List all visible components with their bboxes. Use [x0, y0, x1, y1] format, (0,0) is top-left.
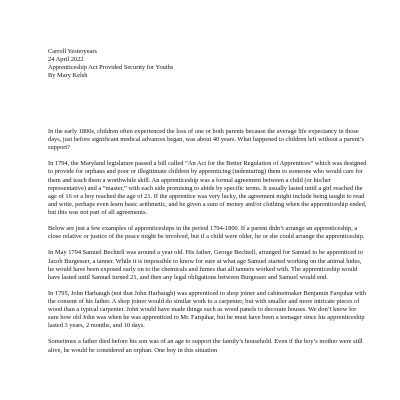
article-header	[48, 48, 368, 80]
article-byline: By Mary Kelsh	[48, 72, 88, 80]
paragraph-examples-intro: Below are just a few examples of apprenticeships in the period 1794-1800. If a parent didn’t arrange an apprenticeship, a close relative or justice of the peace might be involved, but if a child were older, he or she could arrange the apprenticeship.	[48, 225, 365, 241]
publication-name: Carroll Yesteryears	[48, 48, 97, 55]
paragraph-orphan: Sometimes a father died before his son was of an age to support the family’s household. Even if the boy’s mother were still alive, he would be considered an orphan. One boy in this situation	[48, 338, 363, 354]
article-body	[48, 128, 368, 363]
paragraph-john-harbaugh: In 1795, John Harbaugh (not that John Harbaugh) was apprenticed to shop joiner and cabinetmaker Benjamin Farquhar with the consent of his father. A shop joiner would do similar work to a carpenter, but with smaller and more intricate pieces of wood than a typical carpenter. John would have made things such as wood panels to decorate houses. We don’t know for sure how old John was when he was apprenticed to Mr. Farquhar, but he must have been a teenager since his apprenticeship lasted 3 years, 2 months, and 10 days.	[48, 289, 367, 330]
article-title: Apprenticeship Act Provided Security for Youths	[48, 64, 174, 72]
paragraph-intro: In the early 1800s, children often experienced the loss of one or both parents because the average life expectancy in those days, just before significant medical advances began, was about 40 years. What happened to children left without a parent’s support?	[48, 128, 364, 152]
paragraph-apprentice-act: In 1794, the Maryland legislature passed a bill called “An Act for the Better Regulation of Apprentices” which was designed to provide for orphans and poor or illegitimate children by apprenticing (indenturing) them to someone who would care for them and teach them a worthwhile skill. An apprenticeship was a formal agreement between a child (or his/her representative) and a “master,” with each side promising to abide by specific terms. It usually lasted until a girl reached the age of 16 or a boy reached the age of 21. If the apprentice was very lucky, the agreement might include being taught to read and write, perhaps even learn basic arithmetic, and be given a sum of money and/or clothing when the apprenticeship ended, but this was not part of all agreements.	[48, 160, 367, 216]
publication-date: 24 April 2022	[48, 56, 84, 64]
paragraph-samuel-bechtell: In May 1794 Samuel Bechtell was around a year old. His father, George Bechtell, arranged for Samuel to be apprenticed to Jacob Burgesser, a tanner. While it is impossible to know for sure at what age Samuel started working on the animal hides, he would have been exposed early on to the chemicals and fumes that all tanners worked with. The apprenticeship would have lasted until Samuel turned 21, and then any legal obligations between Burgesser and Samuel would end.	[48, 249, 363, 281]
